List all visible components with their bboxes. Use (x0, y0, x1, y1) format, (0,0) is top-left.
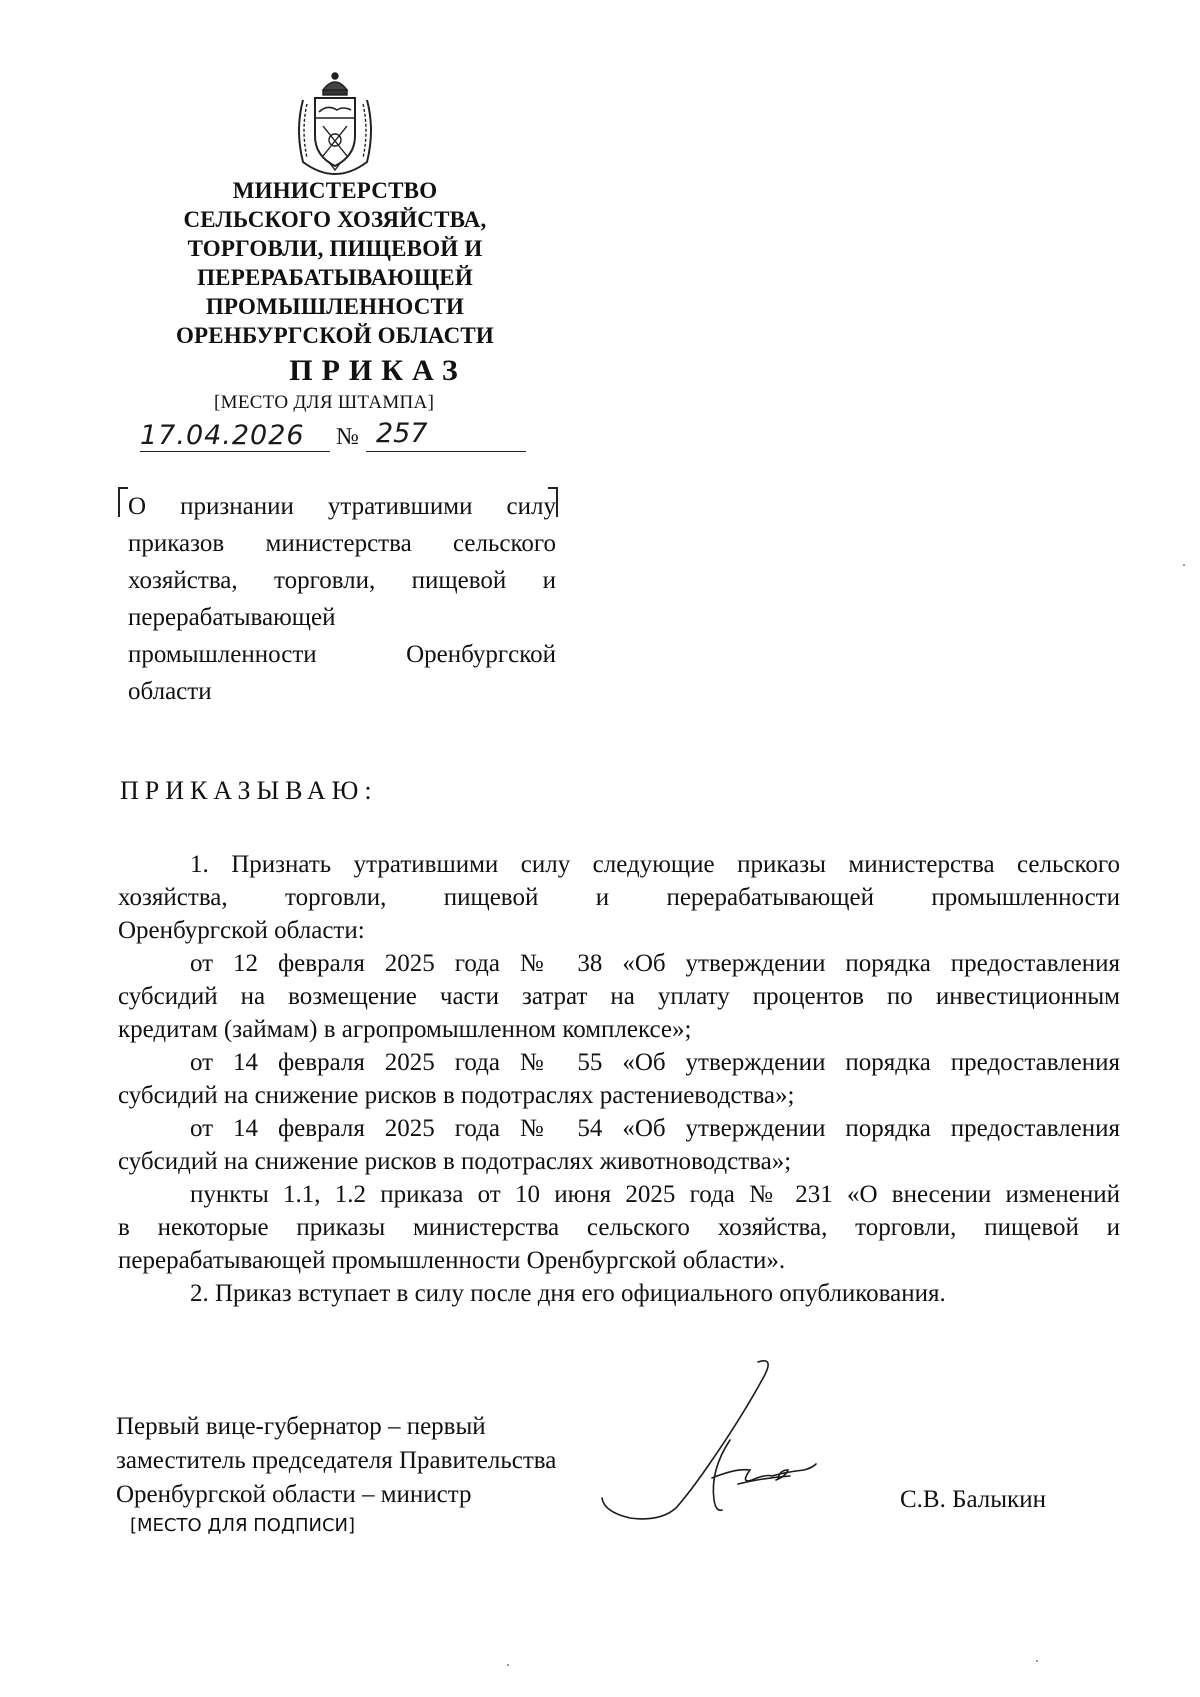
subject-word: торговли, (273, 567, 376, 594)
subject-word: сельского (453, 530, 556, 557)
subject-line (128, 636, 556, 673)
ministry-line: ТОРГОВЛИ, ПИЩЕВОЙ И (187, 236, 483, 261)
subject-word: и (542, 567, 556, 594)
signature-placeholder: [МЕСТО ДЛЯ ПОДПИСИ] (130, 1515, 356, 1536)
subject-word: промышленности (128, 641, 317, 668)
stamp-placeholder: [МЕСТО ДЛЯ ШТАМПА] (214, 392, 435, 413)
subject-bracket-left (118, 487, 128, 517)
subject-word: Оренбургской (406, 641, 556, 668)
body-line: пункты 1.1, 1.2 приказа от 10 июня 2025 года № 231 «О внесении изменений (190, 1181, 1120, 1208)
body-line: субсидий на снижение рисков в подотраслях животноводства»; (118, 1148, 792, 1175)
subject-word: силу (506, 493, 556, 520)
body-line: от 14 февраля 2025 года № 55 «Об утверждении порядка предоставления (190, 1049, 1120, 1076)
document-subject (128, 488, 556, 710)
body-line: в некоторые приказы министерства сельского хозяйства, торговли, пищевой и (118, 1214, 1120, 1241)
position-line: Оренбургской области – министр (116, 1481, 472, 1508)
body-line: от 12 февраля 2025 года № 38 «Об утверждении порядка предоставления (190, 950, 1120, 977)
subject-word: министерства (265, 530, 412, 557)
signer-position (116, 1410, 556, 1512)
coat-of-arms-emblem (293, 70, 377, 178)
scan-speck (1036, 1660, 1038, 1662)
document-number: 257 (376, 418, 428, 449)
order-word: ПРИКАЗЫВАЮ: (120, 776, 378, 805)
subject-line (128, 673, 556, 710)
subject-word: перерабатывающей (128, 604, 336, 631)
body-line: 2. Приказ вступает в силу после дня его официального опубликования. (190, 1280, 946, 1307)
subject-word: признании (180, 493, 294, 520)
signer-name: С.В. Балыкин (900, 1486, 1046, 1513)
ministry-line: ПЕРЕРАБАТЫВАЮЩЕЙ (197, 265, 473, 290)
subject-line (128, 488, 556, 525)
position-line: заместитель председателя Правительства (116, 1447, 557, 1474)
ministry-line: МИНИСТЕРСТВО (232, 178, 438, 203)
body-line: 1. Признать утратившими силу следующие приказы министерства сельского (190, 851, 1120, 878)
document-date: 17.04.2026 (140, 420, 305, 451)
subject-word: области (128, 678, 212, 705)
number-underline (366, 451, 526, 452)
body-line: перерабатывающей промышленности Оренбургской области». (118, 1247, 786, 1274)
document-type-title: ПРИКАЗ (289, 354, 467, 387)
scan-speck (507, 1664, 509, 1666)
subject-line (128, 562, 556, 599)
ministry-line: ПРОМЫШЛЕННОСТИ (205, 294, 465, 319)
body-line: хозяйства, торговли, пищевой и перерабатывающей промышленности (118, 884, 1120, 911)
subject-line (128, 525, 556, 562)
subject-line (128, 599, 556, 636)
ministry-line: ОРЕНБУРГСКОЙ ОБЛАСТИ (175, 323, 495, 348)
number-sign: № (336, 424, 359, 450)
signature-mark (590, 1350, 830, 1540)
body-line: субсидий на снижение рисков в подотраслях растениеводства»; (118, 1082, 795, 1109)
ministry-line: СЕЛЬСКОГО ХОЗЯЙСТВА, (183, 207, 487, 232)
body-line: субсидий на возмещение части затрат на уплату процентов по инвестиционным (118, 983, 1120, 1010)
oblast-coat-of-arms-icon (293, 70, 377, 178)
scan-speck (1183, 564, 1185, 566)
subject-word: О (128, 493, 147, 520)
ministry-name (150, 176, 520, 350)
body-line: от 14 февраля 2025 года № 54 «Об утверждении порядка предоставления (190, 1115, 1120, 1142)
order-body (118, 848, 1120, 1310)
subject-word: утратившими (327, 493, 473, 520)
date-underline (140, 451, 330, 452)
subject-word: приказов (128, 530, 225, 557)
subject-word: хозяйства, (128, 567, 238, 594)
position-line: Первый вице-губернатор – первый (116, 1413, 486, 1440)
body-line: кредитам (займам) в агропромышленном комплексе»; (118, 1016, 692, 1043)
handwritten-signature-icon (590, 1350, 830, 1540)
subject-word: пищевой (411, 567, 507, 594)
body-line: Оренбургской области: (118, 917, 365, 944)
